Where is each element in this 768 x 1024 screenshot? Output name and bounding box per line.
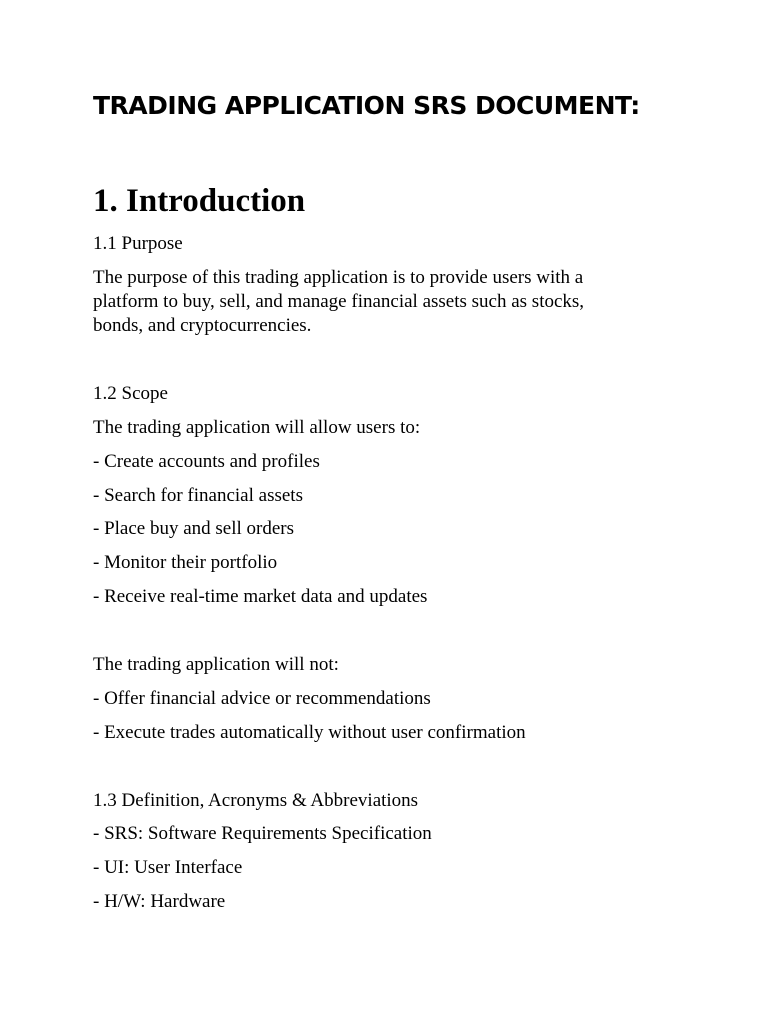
list-item: - Search for financial assets <box>93 485 303 506</box>
section-heading-introduction: 1. Introduction <box>93 183 306 219</box>
subsection-heading-scope: 1.2 Scope <box>93 383 168 404</box>
purpose-line: The purpose of this trading application is to provide users with a <box>93 267 584 288</box>
scope-will-not-intro: The trading application will not: <box>93 654 339 675</box>
list-item: - Offer financial advice or recommendations <box>93 688 431 709</box>
list-item: - H/W: Hardware <box>93 891 226 912</box>
list-item: - Place buy and sell orders <box>93 518 295 539</box>
list-item: - SRS: Software Requirements Specification <box>93 823 432 844</box>
list-item: - Execute trades automatically without user confirmation <box>93 722 526 743</box>
subsection-heading-definitions: 1.3 Definition, Acronyms & Abbreviations <box>93 790 419 811</box>
list-item: - Monitor their portfolio <box>93 552 278 573</box>
document-title: TRADING APPLICATION SRS DOCUMENT: <box>93 91 640 120</box>
subsection-heading-purpose: 1.1 Purpose <box>93 233 183 254</box>
list-item: - Receive real-time market data and updates <box>93 586 428 607</box>
purpose-line: bonds, and cryptocurrencies. <box>93 315 312 336</box>
scope-will-intro: The trading application will allow users to: <box>93 417 421 438</box>
list-item: - UI: User Interface <box>93 857 243 878</box>
purpose-line: platform to buy, sell, and manage financial assets such as stocks, <box>93 291 585 312</box>
list-item: - Create accounts and profiles <box>93 451 320 472</box>
